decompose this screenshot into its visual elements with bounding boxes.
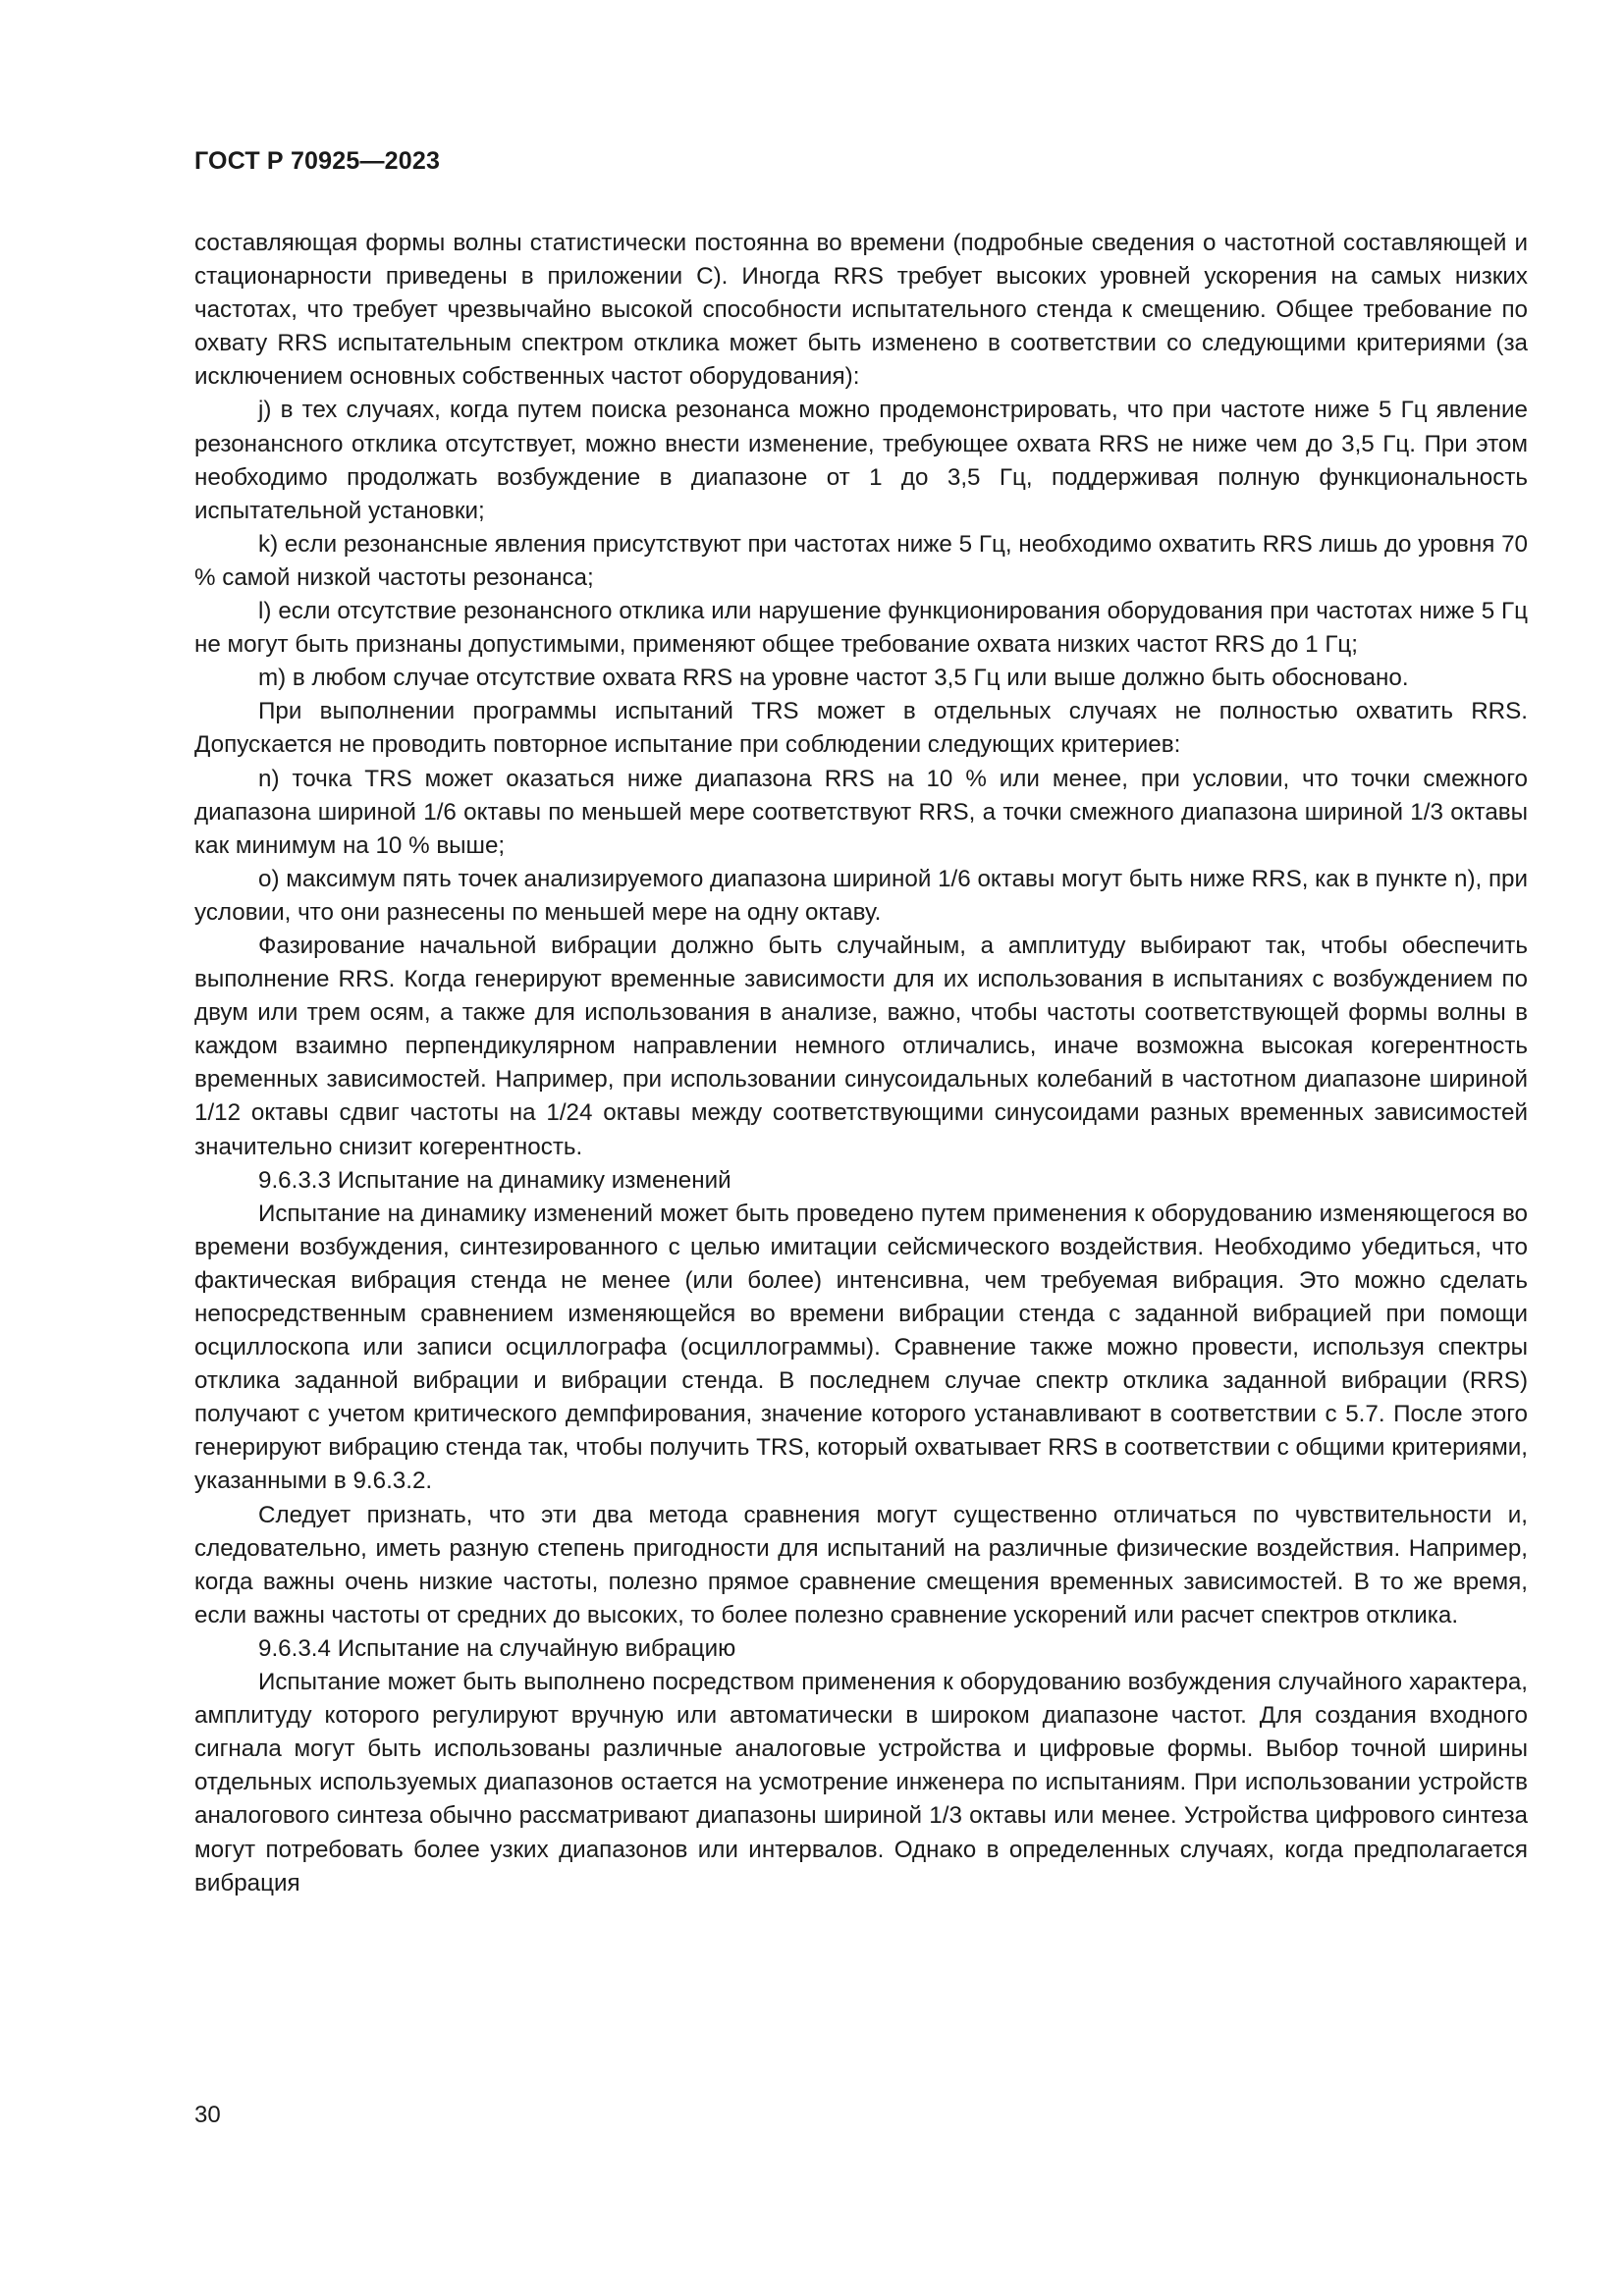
- section-heading-9-6-3-3: 9.6.3.3 Испытание на динамику изменений: [258, 1166, 731, 1194]
- list-item-m: m) в любом случае отсутствие охвата RRS на уровне частот 3,5 Гц или выше должно быть обосновано.: [258, 665, 1409, 692]
- paragraph: Испытание на динамику изменений может быть проведено путем применения к оборудованию изменяющегося во времени возбуждения, синтезированного с целью имитации сейсмического воздействия. Необходимо убедиться, что фактическая вибрация стенда не менее (или более) интенсивна, чем требуемая вибрация. Это можно сделать непосредственным сравнением изменяющейся во времени вибрации стенда с заданной вибрацией при помощи осциллоскопа или записи осциллографа (осциллограммы). Сравнение также можно провести, используя спектры отклика заданной вибрации и вибрации стенда. В последнем случае спектр отклика заданной вибрации (RRS) получают с учетом критического демпфирования, значение которого устанавливают в соответствии с 5.7. После этого генерируют вибрацию стенда так, чтобы получить TRS, который охватывает RRS в соответствии с общими критериями, указанными в 9.6.3.2.: [194, 1200, 1528, 1495]
- list-item-j: j) в тех случаях, когда путем поиска резонанса можно продемонстрировать, что при частоте ниже 5 Гц явление резонансного отклика отсутствует, можно внести изменение, требующее охвата RRS не ниже чем до 3,5 Гц. При этом необходимо продолжать возбуждение в диапазоне от 1 до 3,5 Гц, поддерживая полную функциональность испытательной установки;: [194, 397, 1528, 524]
- list-item-l: l) если отсутствие резонансного отклика или нарушение функционирования оборудования при частотах ниже 5 Гц не могут быть признаны допустимыми, применяют общее требование охвата низких частот RRS до 1 Гц;: [194, 598, 1528, 659]
- section-heading-9-6-3-4: 9.6.3.4 Испытание на случайную вибрацию: [258, 1634, 736, 1662]
- body-text: [194, 227, 1528, 1900]
- paragraph: Фазирование начальной вибрации должно быть случайным, а амплитуду выбирают так, чтобы обеспечить выполнение RRS. Когда генерируют временные зависимости для их использования в испытаниях с возбуждением по двум или трем осям, а также для использования в анализе, важно, чтобы частоты соответствующей формы волны в каждом взаимно перпендикулярном направлении немного отличались, иначе возможна высокая когерентность временных зависимостей. Например, при использовании синусоидальных колебаний в частотном диапазоне шириной 1/12 октавы сдвиг частоты на 1/24 октавы между соответствующими синусоидами разных временных зависимостей значительно снизит когерентность.: [194, 932, 1528, 1160]
- paragraph: При выполнении программы испытаний TRS может в отдельных случаях не полностью охватить RRS. Допускается не проводить повторное испытание при соблюдении следующих критериев:: [194, 698, 1528, 759]
- paragraph: Испытание может быть выполнено посредством применения к оборудованию возбуждения случайного характера, амплитуду которого регулируют вручную или автоматически в широком диапазоне частот. Для создания входного сигнала могут быть использованы различные аналоговые устройства и цифровые формы. Выбор точной ширины отдельных используемых диапазонов остается на усмотрение инженера по испытаниям. При использовании устройств аналогового синтеза обычно рассматривают диапазоны шириной 1/3 октавы или менее. Устройства цифрового синтеза могут потребовать более узких диапазонов или интервалов. Однако в определенных случаях, когда предполагается вибрация: [194, 1669, 1528, 1896]
- page-number: 30: [194, 2102, 221, 2128]
- paragraph: Следует признать, что эти два метода сравнения могут существенно отличаться по чувствительности и, следовательно, иметь разную степень пригодности для испытаний на различные физические воздействия. Например, когда важны очень низкие частоты, полезно прямое сравнение смещения временных зависимостей. В то же время, если важны частоты от средних до высоких, то более полезно сравнение ускорений или расчет спектров отклика.: [194, 1501, 1528, 1629]
- document-header: ГОСТ Р 70925—2023: [194, 147, 441, 175]
- paragraph: составляющая формы волны статистически постоянна во времени (подробные сведения о частотной составляющей и стационарности приведены в приложении С). Иногда RRS требует высоких уровней ускорения на самых низких частотах, что требует чрезвычайно высокой способности испытательного стенда к смещению. Общее требование по охвату RRS испытательным спектром отклика может быть изменено в соответствии со следующими критериями (за исключением основных собственных частот оборудования):: [194, 230, 1528, 391]
- list-item-o: o) максимум пять точек анализируемого диапазона шириной 1/6 октавы могут быть ниже RRS, как в пункте n), при условии, что они разнесены по меньшей мере на одну октаву.: [194, 865, 1528, 926]
- list-item-n: n) точка TRS может оказаться ниже диапазона RRS на 10 % или менее, при условии, что точки смежного диапазона шириной 1/6 октавы по меньшей мере соответствуют RRS, а точки смежного диапазона шириной 1/3 октавы как минимум на 10 % выше;: [194, 765, 1528, 859]
- list-item-k: k) если резонансные явления присутствуют при частотах ниже 5 Гц, необходимо охватить RRS лишь до уровня 70 % самой низкой частоты резонанса;: [194, 530, 1528, 591]
